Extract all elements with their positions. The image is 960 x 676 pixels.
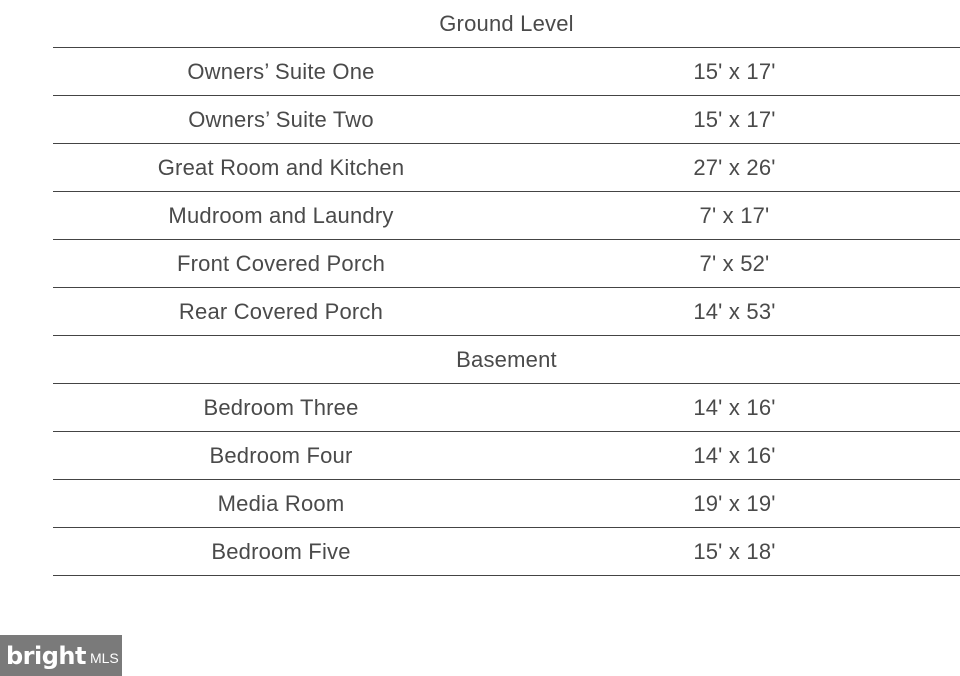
room-dimensions: 15' x 18': [693, 538, 776, 564]
room-dimensions: 27' x 26': [693, 154, 776, 180]
room-name: Bedroom Five: [211, 538, 351, 564]
section-title: Basement: [456, 346, 557, 372]
logo-brand-text: bright: [6, 641, 86, 670]
room-dimensions: 14' x 16': [693, 442, 776, 468]
room-dimensions: 15' x 17': [693, 58, 776, 84]
room-dimensions: 7' x 17': [699, 202, 770, 228]
room-name: Great Room and Kitchen: [157, 154, 405, 180]
table-row: [53, 48, 960, 96]
room-name: Front Covered Porch: [177, 250, 385, 276]
room-dimensions-table: [53, 0, 960, 576]
room-name: Media Room: [217, 490, 345, 516]
table-row: [53, 144, 960, 192]
room-name: Bedroom Four: [209, 442, 353, 468]
room-name: Owners’ Suite One: [187, 58, 375, 84]
table-row: [53, 528, 960, 576]
table-row: [53, 480, 960, 528]
room-dimensions: 14' x 16': [693, 394, 776, 420]
room-name: Mudroom and Laundry: [168, 202, 394, 228]
table-row: [53, 240, 960, 288]
table-row: [53, 96, 960, 144]
section-title: Ground Level: [439, 10, 574, 36]
logo-suffix-text: MLS: [89, 649, 119, 666]
room-dimensions: 7' x 52': [699, 250, 770, 276]
section-header-basement: [53, 336, 960, 384]
table-row: [53, 384, 960, 432]
table-row: [53, 288, 960, 336]
room-dimensions: 19' x 19': [693, 490, 776, 516]
room-dimensions: 15' x 17': [693, 106, 776, 132]
section-header-ground-level: [53, 0, 960, 48]
table-row: [53, 432, 960, 480]
room-name: Owners’ Suite Two: [188, 106, 374, 132]
bright-mls-logo: [0, 635, 122, 676]
room-dimensions: 14' x 53': [693, 298, 776, 324]
room-name: Rear Covered Porch: [178, 298, 384, 324]
table-row: [53, 192, 960, 240]
room-name: Bedroom Three: [203, 394, 359, 420]
